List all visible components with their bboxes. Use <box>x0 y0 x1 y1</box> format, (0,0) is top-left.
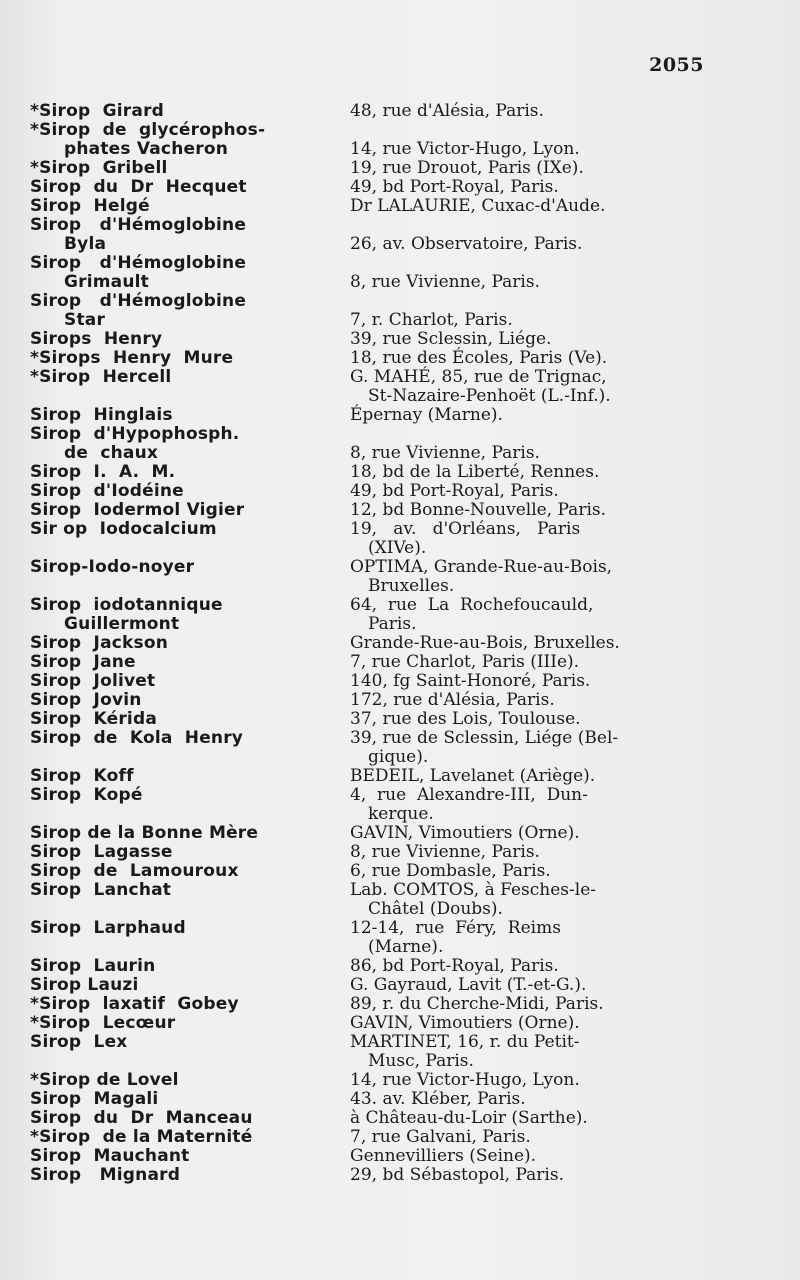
product-name <box>30 482 350 501</box>
address <box>350 463 720 482</box>
product-name <box>30 691 350 710</box>
address <box>350 957 720 976</box>
address <box>350 976 720 995</box>
address-line: Grande-Rue-au-Bois, Bruxelles. <box>350 633 620 653</box>
product-name-line: *Sirop de Lovel <box>30 1070 179 1090</box>
product-name-line: *Sirop Girard <box>30 101 165 121</box>
address-line: (Marne). <box>368 937 444 957</box>
product-name-line: Sirop Lanchat <box>30 880 172 900</box>
address <box>350 995 720 1014</box>
directory-entry <box>30 653 720 672</box>
address-line <box>350 292 720 311</box>
product-name-line: Sirop du Dr Hecquet <box>30 177 247 197</box>
address-line: 7, rue Galvani, Paris. <box>350 1127 531 1147</box>
product-name-line: Sirop Mauchant <box>30 1146 190 1166</box>
address-line: 172, rue d'Alésia, Paris. <box>350 690 555 710</box>
product-name-line: Sirop d'Hémoglobine <box>30 291 247 311</box>
product-name <box>30 1071 350 1090</box>
directory-entry <box>30 349 720 368</box>
address <box>350 862 720 881</box>
address-line: GAVIN, Vimoutiers (Orne). <box>350 823 580 843</box>
product-name-line: Sirop Kopé <box>30 785 143 805</box>
product-name <box>30 1109 350 1128</box>
directory-entry <box>30 254 720 292</box>
product-name-line: Sirop de Lamouroux <box>30 861 239 881</box>
address <box>350 178 720 197</box>
address <box>350 501 720 520</box>
product-name-line: Sirops Henry <box>30 329 163 349</box>
product-name-line: Sirop Magali <box>30 1089 159 1109</box>
address-line: Châtel (Doubs). <box>368 899 503 919</box>
address <box>350 653 720 672</box>
product-name-line: Sirop-Iodo-noyer <box>30 557 195 577</box>
address-line: BEDEIL, Lavelanet (Ariège). <box>350 766 596 786</box>
address-line: 18, rue des Écoles, Paris (Ve). <box>350 348 608 368</box>
product-name-line: Sirop d'Hémoglobine <box>30 215 247 235</box>
product-name <box>30 254 350 292</box>
product-name <box>30 1033 350 1052</box>
address-line <box>350 254 720 273</box>
product-name <box>30 1128 350 1147</box>
page-number: 2055 <box>649 54 704 76</box>
address-line: 29, bd Sébastopol, Paris. <box>350 1165 564 1185</box>
product-name-line: Grimault <box>64 272 150 292</box>
address-line: 4, rue Alexandre-III, Dun- <box>350 785 588 805</box>
address-line: 7, r. Charlot, Paris. <box>350 310 513 330</box>
address-line: Paris. <box>368 614 417 634</box>
address <box>350 1033 720 1071</box>
product-name <box>30 463 350 482</box>
address-line <box>350 425 720 444</box>
directory-entry <box>30 121 720 159</box>
product-name <box>30 919 350 938</box>
address <box>350 843 720 862</box>
directory-entry <box>30 729 720 767</box>
product-name-line: Byla <box>64 234 107 254</box>
product-name <box>30 710 350 729</box>
address <box>350 881 720 919</box>
directory-entry <box>30 710 720 729</box>
address-line: G. MAHÉ, 85, rue de Trignac, <box>350 367 607 387</box>
address-line: à Château-du-Loir (Sarthe). <box>350 1108 588 1128</box>
product-name-line: Sirop Kérida <box>30 709 157 729</box>
address-line: 89, r. du Cherche-Midi, Paris. <box>350 994 604 1014</box>
directory-entry <box>30 216 720 254</box>
directory-entry <box>30 1166 720 1185</box>
address <box>350 1071 720 1090</box>
product-name-line: Sirop d'Hémoglobine <box>30 253 247 273</box>
product-name-line: Sirop de Kola Henry <box>30 728 244 748</box>
product-name <box>30 1014 350 1033</box>
product-name-line: Sirop Larphaud <box>30 918 186 938</box>
address <box>350 729 720 767</box>
address <box>350 634 720 653</box>
address <box>350 1109 720 1128</box>
product-name <box>30 292 350 330</box>
product-name-line: *Sirop Lecœur <box>30 1013 176 1033</box>
directory-entry <box>30 691 720 710</box>
product-name <box>30 349 350 368</box>
address-line: Gennevilliers (Seine). <box>350 1146 537 1166</box>
address <box>350 919 720 957</box>
product-name <box>30 558 350 577</box>
address-line: 48, rue d'Alésia, Paris. <box>350 101 544 121</box>
product-name-line: Sirop du Dr Manceau <box>30 1108 253 1128</box>
product-name <box>30 501 350 520</box>
product-name <box>30 1147 350 1166</box>
directory-entry <box>30 672 720 691</box>
directory-entry <box>30 102 720 121</box>
directory-entry <box>30 1071 720 1090</box>
address-line <box>350 216 720 235</box>
product-name-line: Sirop d'Iodéine <box>30 481 184 501</box>
product-name <box>30 995 350 1014</box>
product-name-line: de chaux <box>64 443 159 463</box>
address <box>350 786 720 824</box>
address-line: gique). <box>368 747 429 767</box>
product-name <box>30 368 350 387</box>
directory-entry <box>30 330 720 349</box>
directory-entry <box>30 482 720 501</box>
product-name <box>30 406 350 425</box>
product-name-line: *Sirop Hercell <box>30 367 172 387</box>
product-name <box>30 520 350 539</box>
directory-entry <box>30 786 720 824</box>
address-line <box>350 121 720 140</box>
directory-entry <box>30 1109 720 1128</box>
address <box>350 691 720 710</box>
product-name <box>30 197 350 216</box>
product-name-line: Sirop de la Bonne Mère <box>30 823 259 843</box>
product-name-line: Star <box>64 310 106 330</box>
product-name <box>30 330 350 349</box>
product-name-line: Sirop Lagasse <box>30 842 173 862</box>
address <box>350 596 720 634</box>
product-name <box>30 824 350 843</box>
directory-entry <box>30 292 720 330</box>
address-line: Musc, Paris. <box>368 1051 474 1071</box>
product-name-line: Guillermont <box>64 614 180 634</box>
address-line: MARTINET, 16, r. du Petit- <box>350 1032 580 1052</box>
product-name-line: *Sirop laxatif Gobey <box>30 994 239 1014</box>
directory-list <box>30 102 720 1185</box>
directory-entry <box>30 957 720 976</box>
product-name <box>30 957 350 976</box>
address-line: 19, av. d'Orléans, Paris <box>350 519 581 539</box>
product-name-line: Sir op Iodocalcium <box>30 519 217 539</box>
product-name-line: Sirop Hinglais <box>30 405 173 425</box>
directory-entry <box>30 596 720 634</box>
address-line: 8, rue Vivienne, Paris. <box>350 443 540 463</box>
address <box>350 159 720 178</box>
directory-entry <box>30 767 720 786</box>
address <box>350 1147 720 1166</box>
directory-entry <box>30 1147 720 1166</box>
directory-entry <box>30 824 720 843</box>
directory-entry <box>30 881 720 919</box>
product-name-line: Sirop iodotannique <box>30 595 223 615</box>
address-line: 12-14, rue Féry, Reims <box>350 918 561 938</box>
address <box>350 1014 720 1033</box>
address <box>350 520 720 558</box>
address-line: G. Gayraud, Lavit (T.-et-G.). <box>350 975 587 995</box>
product-name-line: *Sirop de la Maternité <box>30 1127 253 1147</box>
address-line: 12, bd Bonne-Nouvelle, Paris. <box>350 500 607 520</box>
product-name-line: Sirop Koff <box>30 766 134 786</box>
product-name-line: Sirop Jovin <box>30 690 142 710</box>
address <box>350 672 720 691</box>
address-line: 7, rue Charlot, Paris (IIIe). <box>350 652 580 672</box>
address-line: 26, av. Observatoire, Paris. <box>350 234 583 254</box>
directory-entry <box>30 1033 720 1071</box>
address-line: (XIVe). <box>368 538 427 558</box>
address-line: 49, bd Port-Royal, Paris. <box>350 481 559 501</box>
product-name <box>30 786 350 805</box>
address-line: Épernay (Marne). <box>350 405 503 425</box>
product-name-line: Sirop Laurin <box>30 956 156 976</box>
product-name <box>30 881 350 900</box>
directory-entry <box>30 995 720 1014</box>
product-name <box>30 843 350 862</box>
address-line: 39, rue de Sclessin, Liége (Bel- <box>350 728 619 748</box>
address-line: Lab. COMTOS, à Fesches-le- <box>350 880 597 900</box>
address <box>350 425 720 463</box>
product-name <box>30 178 350 197</box>
directory-entry <box>30 1090 720 1109</box>
product-name-line: *Sirop de glycérophos- <box>30 120 266 140</box>
directory-entry <box>30 919 720 957</box>
product-name-line: Sirop Jolivet <box>30 671 156 691</box>
product-name-line: Sirop Jackson <box>30 633 169 653</box>
product-name-line: Sirop I. A. M. <box>30 462 176 482</box>
address <box>350 292 720 330</box>
address <box>350 102 720 121</box>
product-name <box>30 862 350 881</box>
directory-entry <box>30 368 720 406</box>
address <box>350 558 720 596</box>
address-line: 8, rue Vivienne, Paris. <box>350 842 540 862</box>
address-line: 39, rue Sclessin, Liége. <box>350 329 552 349</box>
address <box>350 254 720 292</box>
product-name-line: Sirop Jane <box>30 652 136 672</box>
address <box>350 710 720 729</box>
address-line: 8, rue Vivienne, Paris. <box>350 272 540 292</box>
directory-entry <box>30 159 720 178</box>
address-line: 6, rue Dombasle, Paris. <box>350 861 551 881</box>
address <box>350 197 720 216</box>
address <box>350 121 720 159</box>
address <box>350 216 720 254</box>
product-name-line: *Sirops Henry Mure <box>30 348 234 368</box>
address <box>350 824 720 843</box>
address-line: 64, rue La Rochefoucauld, <box>350 595 594 615</box>
address <box>350 368 720 406</box>
address-line: 19, rue Drouot, Paris (IXe). <box>350 158 584 178</box>
directory-entry <box>30 558 720 596</box>
address-line: 140, fg Saint-Honoré, Paris. <box>350 671 591 691</box>
address-line: 18, bd de la Liberté, Rennes. <box>350 462 600 482</box>
product-name-line: phates Vacheron <box>64 139 229 159</box>
directory-entry <box>30 197 720 216</box>
product-name-line: Sirop Helgé <box>30 196 150 216</box>
product-name <box>30 976 350 995</box>
product-name-line: Sirop Iodermol Vigier <box>30 500 245 520</box>
directory-entry <box>30 843 720 862</box>
product-name-line: Sirop Lex <box>30 1032 128 1052</box>
address <box>350 482 720 501</box>
product-name <box>30 767 350 786</box>
directory-entry <box>30 1014 720 1033</box>
product-name <box>30 121 350 159</box>
product-name <box>30 159 350 178</box>
product-name <box>30 1090 350 1109</box>
address <box>350 330 720 349</box>
address-line: GAVIN, Vimoutiers (Orne). <box>350 1013 580 1033</box>
directory-entry <box>30 976 720 995</box>
address-line: Dr LALAURIE, Cuxac-d'Aude. <box>350 196 606 216</box>
directory-entry <box>30 501 720 520</box>
directory-entry <box>30 178 720 197</box>
address-line: 14, rue Victor-Hugo, Lyon. <box>350 1070 580 1090</box>
product-name <box>30 634 350 653</box>
address-line: OPTIMA, Grande-Rue-au-Bois, <box>350 557 613 577</box>
address-line: 86, bd Port-Royal, Paris. <box>350 956 559 976</box>
directory-entry <box>30 406 720 425</box>
product-name <box>30 729 350 748</box>
address-line: kerque. <box>368 804 434 824</box>
product-name-line: *Sirop Gribell <box>30 158 168 178</box>
address <box>350 1166 720 1185</box>
product-name-line: Sirop d'Hypophosph. <box>30 424 240 444</box>
directory-entry <box>30 634 720 653</box>
directory-entry <box>30 463 720 482</box>
address-line: Bruxelles. <box>368 576 455 596</box>
directory-entry <box>30 425 720 463</box>
product-name <box>30 216 350 254</box>
address <box>350 406 720 425</box>
address-line: 49, bd Port-Royal, Paris. <box>350 177 559 197</box>
address-line: 37, rue des Lois, Toulouse. <box>350 709 581 729</box>
product-name <box>30 102 350 121</box>
address <box>350 349 720 368</box>
product-name-line: Sirop Lauzi <box>30 975 139 995</box>
address <box>350 1128 720 1147</box>
directory-entry <box>30 1128 720 1147</box>
product-name-line: Sirop Mignard <box>30 1165 181 1185</box>
address-line: St-Nazaire-Penhoët (L.-Inf.). <box>368 386 611 406</box>
address-line: 14, rue Victor-Hugo, Lyon. <box>350 139 580 159</box>
address-line: 43. av. Kléber, Paris. <box>350 1089 526 1109</box>
address <box>350 767 720 786</box>
product-name <box>30 596 350 634</box>
product-name <box>30 1166 350 1185</box>
product-name <box>30 653 350 672</box>
product-name <box>30 672 350 691</box>
product-name <box>30 425 350 463</box>
directory-entry <box>30 862 720 881</box>
address <box>350 1090 720 1109</box>
directory-entry <box>30 520 720 558</box>
